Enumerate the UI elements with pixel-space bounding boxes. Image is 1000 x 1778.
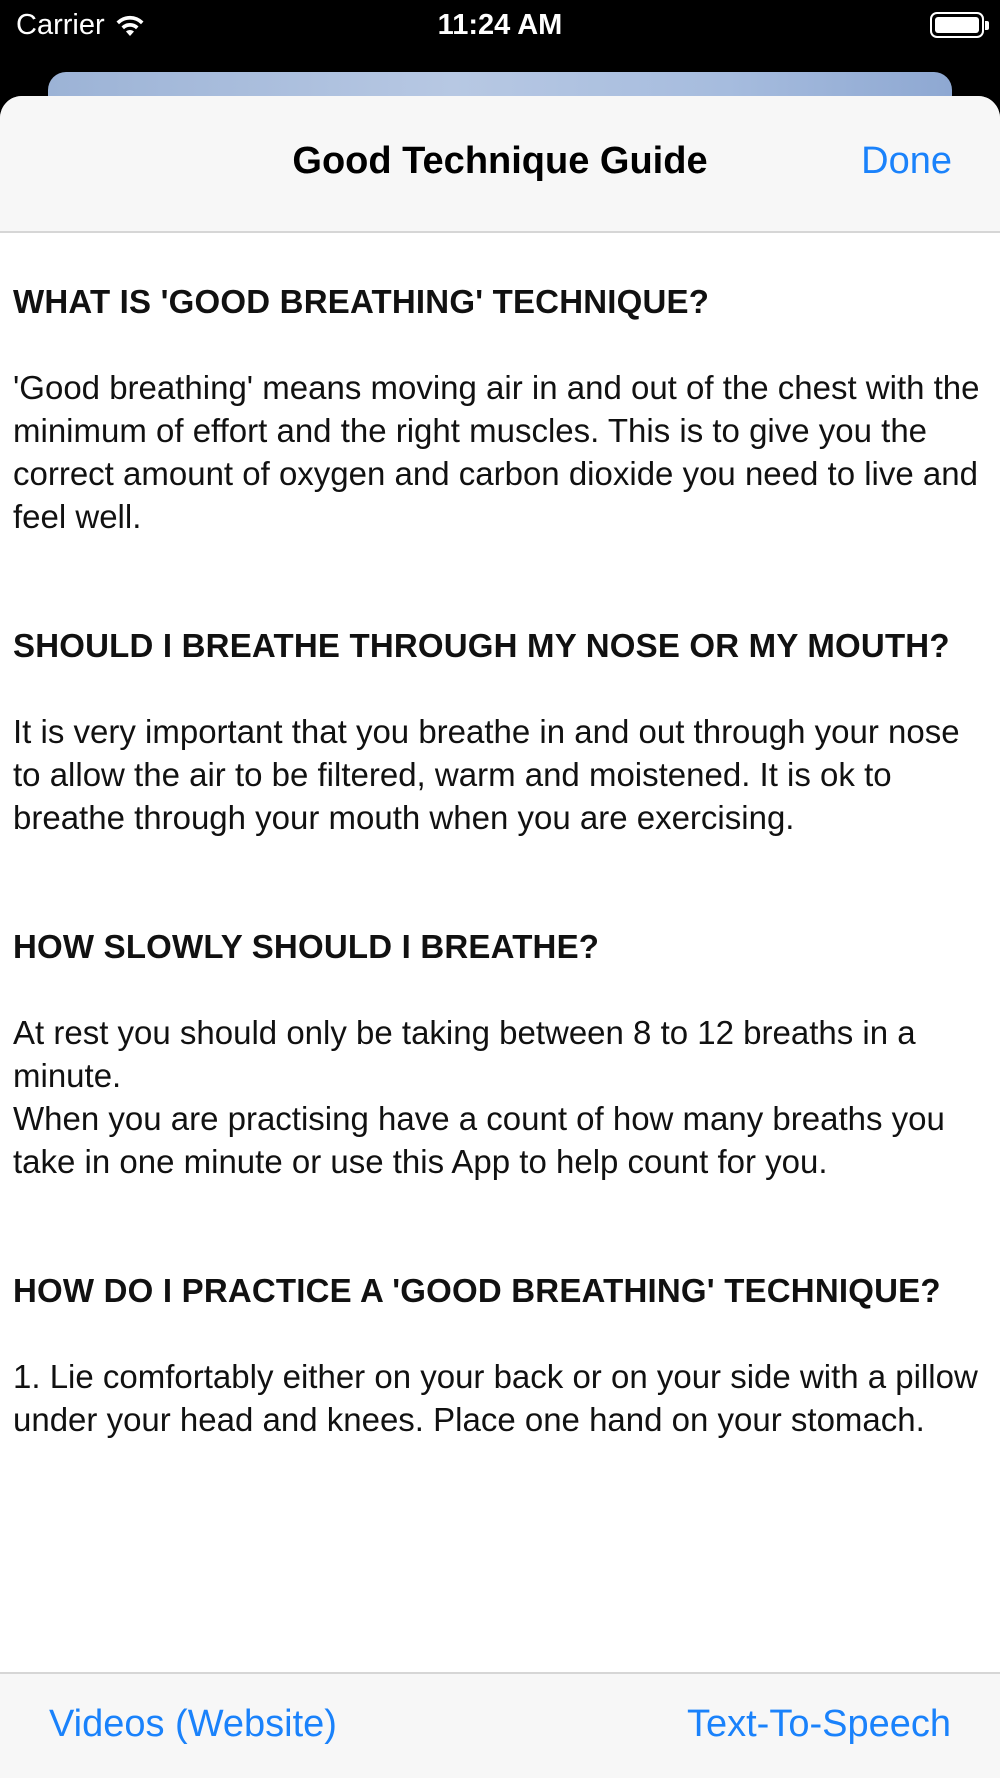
- section-paragraph: At rest you should only be taking between 8 to 12 breaths in a minute.: [13, 1014, 916, 1094]
- carrier-label: Carrier: [16, 9, 105, 41]
- status-time: 11:24 AM: [437, 9, 563, 41]
- section-heading: HOW DO I PRACTICE A 'GOOD BREATHING' TECHNIQUE?: [13, 1272, 941, 1309]
- section-paragraph: It is very important that you breathe in and out through your nose to allow the air to be filtered, warm and moistened. It is ok to breathe through your mouth when you are exercising.: [13, 713, 960, 836]
- page-title: Good Technique Guide: [292, 140, 708, 182]
- section-heading: WHAT IS 'GOOD BREATHING' TECHNIQUE?: [13, 283, 710, 320]
- battery-level: [935, 17, 979, 33]
- navigation-bar: [0, 96, 1000, 233]
- videos-website-button[interactable]: Videos (Website): [49, 1703, 337, 1745]
- guide-content[interactable]: [13, 233, 988, 1768]
- section-heading: HOW SLOWLY SHOULD I BREATHE?: [13, 928, 600, 965]
- section-heading: SHOULD I BREATHE THROUGH MY NOSE OR MY MOUTH?: [13, 627, 950, 664]
- text-to-speech-button[interactable]: Text-To-Speech: [686, 1703, 951, 1745]
- guide-section: [13, 1269, 988, 1441]
- status-bar: [0, 0, 1000, 52]
- bottom-toolbar: [0, 1672, 1000, 1778]
- section-paragraph: 'Good breathing' means moving air in and out of the chest with the minimum of effort and the right muscles. This is to give you the correct amount of oxygen and carbon dioxide you need to live and feel well.: [13, 369, 980, 535]
- guide-section: [13, 624, 988, 839]
- section-paragraph: 1. Lie comfortably either on your back or on your side with a pillow under your head and knees. Place one hand on your stomach.: [13, 1358, 978, 1438]
- battery-icon: [930, 12, 984, 38]
- done-button[interactable]: Done: [861, 140, 952, 182]
- section-paragraph: When you are practising have a count of how many breaths you take in one minute or use this App to help count for you.: [13, 1100, 945, 1180]
- modal-sheet: [0, 96, 1000, 1778]
- guide-section: [13, 925, 988, 1183]
- guide-section: [13, 233, 988, 538]
